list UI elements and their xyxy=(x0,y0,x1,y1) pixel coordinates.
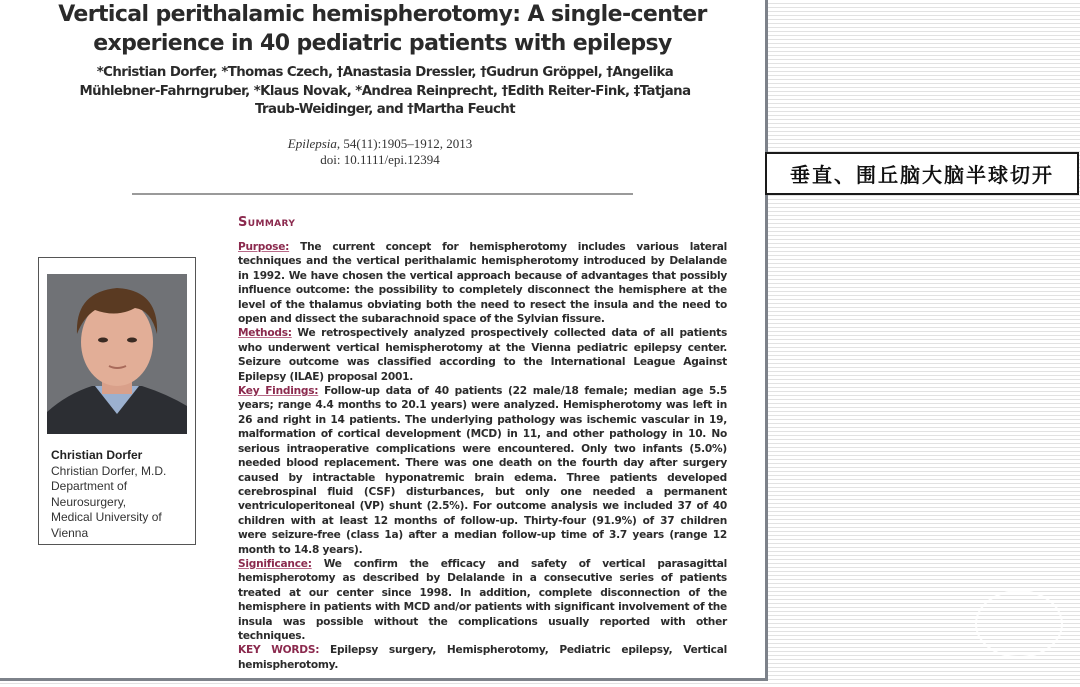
findings-label: Key Findings: xyxy=(238,385,319,398)
findings-paragraph xyxy=(238,384,727,557)
keywords-label: KEY WORDS: xyxy=(238,644,320,657)
divider xyxy=(132,193,633,195)
bio-line-5: Vienna xyxy=(51,525,89,540)
keywords-text: Epilepsy surgery, Hemispherotomy, Pediatric epilepsy, Vertical hemispherotomy. xyxy=(238,644,727,671)
authors-line-2: Mühlebner-Fahrngruber, *Klaus Novak, *Andrea Reinprecht, †Edith Reiter-Fink, ‡Tatjana xyxy=(79,83,691,99)
summary-heading: Summary xyxy=(238,215,296,230)
author-bio-box xyxy=(38,257,196,545)
doi: doi: 10.1111/epi.12394 xyxy=(320,152,440,167)
keywords-paragraph xyxy=(238,643,727,672)
portrait-image xyxy=(47,274,187,434)
citation-details: , 54(11):1905–1912, 2013 xyxy=(336,136,473,151)
paper-title xyxy=(0,0,765,58)
chinese-caption: 垂直、围丘脑大脑半球切开 xyxy=(790,163,1054,187)
methods-label: Methods: xyxy=(238,327,292,340)
bio-line-2: Department of xyxy=(51,479,128,493)
summary-body xyxy=(238,240,727,672)
significance-paragraph xyxy=(238,557,727,643)
author-list xyxy=(40,64,730,120)
citation xyxy=(180,136,580,168)
authors-line-1: *Christian Dorfer, *Thomas Czech, †Anastasia Dressler, †Gudrun Gröppel, †Angelika xyxy=(96,65,674,80)
significance-label: Significance: xyxy=(238,557,312,570)
significance-text: We confirm the efficacy and safety of vertical parasagittal hemispherotomy as described by Delalande in a consecutive series of patients treated at our center since 1998. In addition, complete disconnection of the hemisphere in patients with MCD and/or patients with significant involvement of the insula was possible without the complications usually reported with other techniques. xyxy=(238,557,727,642)
authors-line-3: Traub-Weidinger, and †Martha Feucht xyxy=(254,102,516,117)
journal-name: Epilepsia xyxy=(287,136,337,151)
methods-paragraph xyxy=(238,326,727,384)
findings-text: Follow-up data of 40 patients (22 male/18 female; median age 5.5 years; range 4.4 months to 20.1 years) were analyzed. Hemispherotomy was left in 26 and right in 14 patients. The underlying pathology was ischemic vascular in 19, malformation of cortical development (MCD) in 11, and other pathology in 10. No serious intraoperative complications were encountered. Only two infants (5.0%) needed blood replacement. There was one death on the fourth day after surgery caused by intractable hyponatremic brain edema. Three patients developed cerebrospinal fluid (CSF) disturbances, but only one needed a permanent ventriculoperitoneal (VP) shunt (2.5%). For outcome analysis we included 37 of 40 children with at least 12 months of follow-up. Thirty-four (91.9%) of 37 children were seizure-free (class 1a) after a median follow-up time of 3.7 years (range 12 month to 14.8 years). xyxy=(238,385,728,556)
chinese-caption-box xyxy=(765,152,1079,195)
bio-line-3: Neurosurgery, xyxy=(51,494,127,509)
bio-line-1: Christian Dorfer, M.D. xyxy=(51,463,167,478)
watermark-seal-icon xyxy=(975,590,1063,658)
purpose-paragraph xyxy=(238,240,727,326)
title-line-2: experience in 40 pediatric patients with epilepsy xyxy=(93,31,672,56)
bio-line-4: Medical University of xyxy=(51,510,162,524)
methods-text: We retrospectively analyzed prospectively collected data of all patients who underwent vertical hemispherotomy at the Vienna pediatric epilepsy center. Seizure outcome was classified according to the International League Against Epilepsy (ILAE) proposal 2001. xyxy=(238,327,727,383)
author-photo xyxy=(47,274,187,434)
purpose-text: The current concept for hemispherotomy includes various lateral techniques and the vertical perithalamic hemispherotomy introduced by Delalande in 1992. We have chosen the vertical approach because of advantages that possibly influence outcome: the possibility to completely disconnect the hemisphere at the level of the thalamus obviating both the need to resect the insula and the need to open and dissect the subarachnoid space of the Sylvian fissure. xyxy=(238,241,727,326)
bio-name: Christian Dorfer xyxy=(51,448,143,462)
author-bio-text xyxy=(51,448,191,541)
title-line-1: Vertical perithalamic hemispherotomy: A single-center xyxy=(58,2,707,27)
purpose-label: Purpose: xyxy=(238,241,290,253)
